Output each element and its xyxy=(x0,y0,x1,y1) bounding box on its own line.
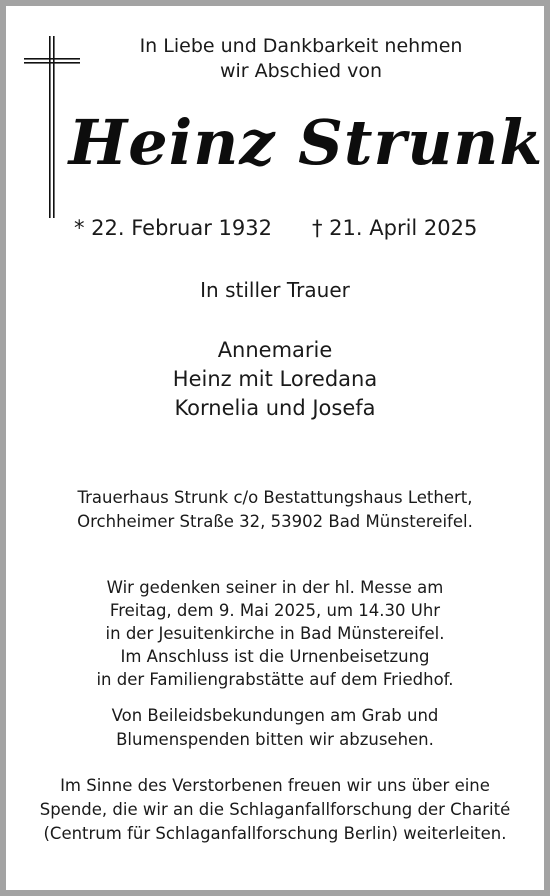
mass-line: Freitag, dem 9. Mai 2025, um 14.30 Uhr xyxy=(109,601,441,620)
donation-line: (Centrum für Schlaganfallforschung Berlin) weiterleiten. xyxy=(43,824,507,843)
donation-notice xyxy=(6,774,544,846)
mass-line: in der Familiengrabstätte auf dem Friedhof. xyxy=(96,670,454,689)
birth-date: * 22. Februar 1932 xyxy=(74,216,272,240)
mass-notice xyxy=(6,576,544,691)
obituary-card xyxy=(6,6,544,890)
mourning-line: In stiller Trauer xyxy=(200,278,350,302)
family-member: Annemarie xyxy=(217,338,333,362)
mass-line: Wir gedenken seiner in der hl. Messe am xyxy=(106,578,444,597)
donation-line: Im Sinne des Verstorbenen freuen wir uns über eine xyxy=(60,776,490,795)
intro-line-2: wir Abschied von xyxy=(219,60,383,82)
family-member: Heinz mit Loredana xyxy=(172,367,378,391)
donation-line: Spende, die wir an die Schlaganfallforschung der Charité xyxy=(39,800,511,819)
address-line: Trauerhaus Strunk c/o Bestattungshaus Lethert, xyxy=(77,488,473,507)
mass-line: in der Jesuitenkirche in Bad Münstereifel. xyxy=(105,624,445,643)
family-names xyxy=(6,336,544,423)
deceased-name: Heinz Strunk xyxy=(68,106,544,179)
intro-text xyxy=(66,34,536,84)
mass-line: Im Anschluss ist die Urnenbeisetzung xyxy=(120,647,430,666)
intro-line-1: In Liebe und Dankbarkeit nehmen xyxy=(139,35,463,57)
family-member: Kornelia und Josefa xyxy=(174,396,376,420)
condolence-request xyxy=(6,704,544,752)
request-line: Blumenspenden bitten wir abzusehen. xyxy=(116,730,434,749)
mourning-house-address xyxy=(6,486,544,534)
address-line: Orchheimer Straße 32, 53902 Bad Münstereifel. xyxy=(77,512,473,531)
death-date: † 21. April 2025 xyxy=(312,216,478,240)
request-line: Von Beileidsbekundungen am Grab und xyxy=(111,706,439,725)
